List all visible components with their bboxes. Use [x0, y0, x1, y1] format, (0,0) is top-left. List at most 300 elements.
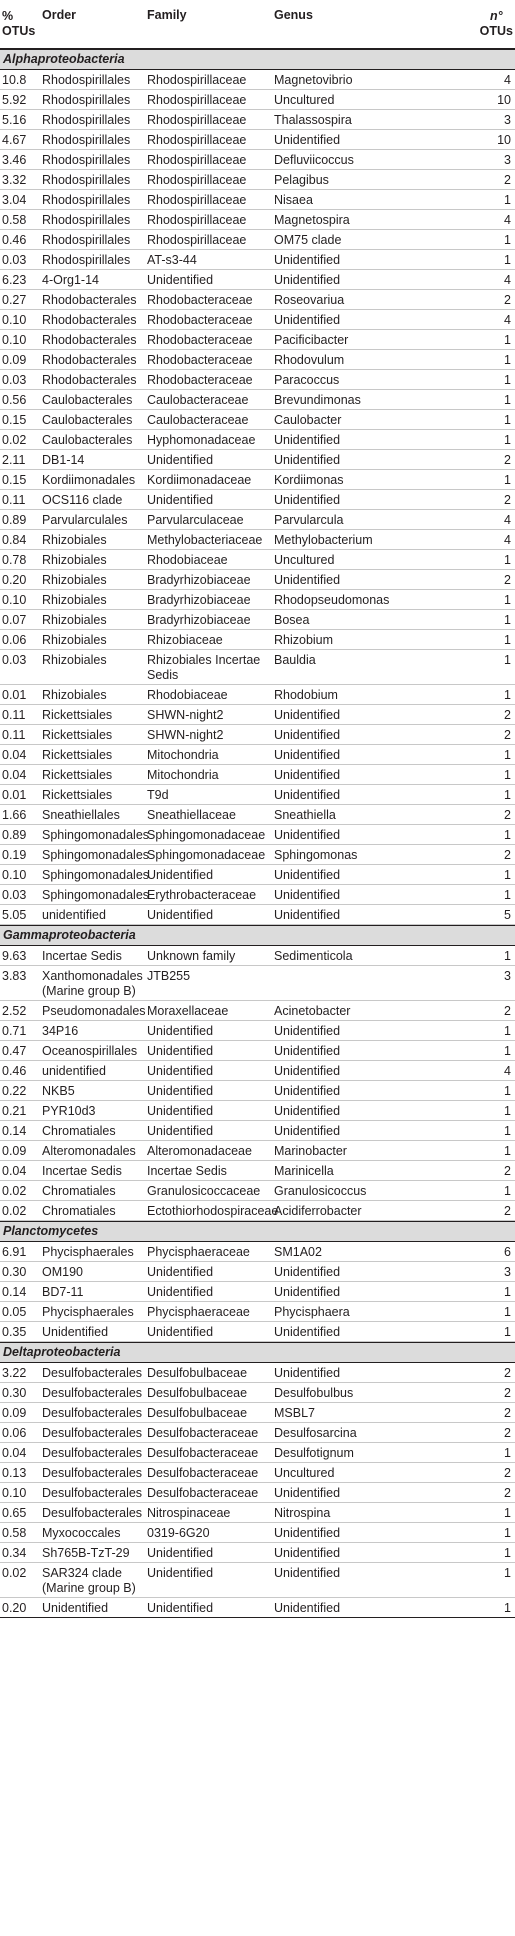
cell-genus: Marinobacter — [274, 1144, 347, 1158]
cell-order: Rickettsiales — [42, 788, 113, 802]
cell-family: Bradyrhizobiaceae — [147, 573, 251, 587]
cell-genus: Nisaea — [274, 193, 313, 207]
cell-genus: Thalassospira — [274, 113, 352, 127]
cell-pct: 0.56 — [2, 393, 27, 407]
cell-pct: 0.07 — [2, 613, 27, 627]
table-row — [0, 1161, 515, 1181]
cell-n-otus: 4 — [504, 273, 511, 287]
cell-order: OCS116 clade — [42, 493, 123, 507]
cell-order: Rhodobacterales — [42, 353, 137, 367]
table-row — [0, 1041, 515, 1061]
table-row — [0, 150, 515, 170]
cell-order: OM190 — [42, 1265, 83, 1279]
cell-order: Desulfobacterales — [42, 1466, 143, 1480]
cell-family: Unidentified — [147, 1601, 214, 1615]
cell-n-otus: 6 — [504, 1245, 511, 1259]
cell-n-otus: 1 — [504, 253, 511, 267]
table-row — [0, 1282, 515, 1302]
cell-order: Rhodobacterales — [42, 293, 137, 307]
cell-order: SAR324 clade (Marine group B) — [42, 1566, 136, 1595]
cell-order: Desulfobacterales — [42, 1366, 143, 1380]
cell-genus: Pacificibacter — [274, 333, 349, 347]
cell-family: Nitrospinaceae — [147, 1506, 231, 1520]
cell-genus: Unidentified — [274, 708, 341, 722]
header-genus: Genus — [274, 8, 313, 22]
cell-n-otus: 1 — [504, 413, 511, 427]
cell-pct: 0.02 — [2, 1566, 27, 1580]
table-row — [0, 350, 515, 370]
table-row — [0, 705, 515, 725]
cell-order: Rhodospirillales — [42, 253, 131, 267]
cell-genus: Nitrospina — [274, 1506, 331, 1520]
table-row — [0, 785, 515, 805]
cell-family: Unidentified — [147, 1124, 214, 1138]
cell-n-otus: 1 — [504, 353, 511, 367]
table-row — [0, 946, 515, 966]
cell-genus: Pelagibus — [274, 173, 329, 187]
cell-order: Rickettsiales — [42, 748, 113, 762]
cell-genus: Rhodopseudomonas — [274, 593, 390, 607]
cell-family: Unidentified — [147, 1265, 214, 1279]
cell-family: Parvularculaceae — [147, 513, 244, 527]
table-row — [0, 1383, 515, 1403]
cell-family: JTB255 — [147, 969, 191, 983]
cell-family: Bradyrhizobiaceae — [147, 613, 251, 627]
table-row — [0, 1302, 515, 1322]
cell-order: Sphingomonadales — [42, 888, 150, 902]
section-header: Gammaproteobacteria — [0, 925, 515, 946]
cell-n-otus: 2 — [504, 808, 511, 822]
cell-pct: 0.10 — [2, 593, 27, 607]
cell-genus: Roseovariua — [274, 293, 345, 307]
cell-family: Rhodobiaceae — [147, 688, 228, 702]
cell-pct: 0.71 — [2, 1024, 27, 1038]
cell-genus: Unidentified — [274, 868, 341, 882]
table-row — [0, 685, 515, 705]
cell-genus: Sneathiella — [274, 808, 336, 822]
cell-family: Rhodospirillaceae — [147, 93, 247, 107]
cell-genus: Unidentified — [274, 768, 341, 782]
cell-order: Rhodospirillales — [42, 233, 131, 247]
cell-genus: Unidentified — [274, 453, 341, 467]
cell-n-otus: 3 — [504, 153, 511, 167]
cell-pct: 0.30 — [2, 1265, 27, 1279]
cell-pct: 0.30 — [2, 1386, 27, 1400]
cell-pct: 0.09 — [2, 1406, 27, 1420]
cell-pct: 0.02 — [2, 433, 27, 447]
cell-family: Desulfobulbaceae — [147, 1406, 248, 1420]
table-row — [0, 845, 515, 865]
cell-n-otus: 10 — [497, 93, 511, 107]
cell-order: Sphingomonadales — [42, 848, 150, 862]
cell-family: Phycisphaeraceae — [147, 1305, 250, 1319]
cell-genus: Parvularcula — [274, 513, 344, 527]
cell-pct: 0.11 — [2, 493, 26, 507]
cell-genus: Unidentified — [274, 1084, 341, 1098]
cell-order: Oceanospirillales — [42, 1044, 138, 1058]
cell-genus: Defluviicoccus — [274, 153, 354, 167]
cell-pct: 0.10 — [2, 313, 27, 327]
cell-n-otus: 1 — [504, 1526, 511, 1540]
cell-n-otus: 1 — [504, 1184, 511, 1198]
cell-order: Phycisphaerales — [42, 1305, 134, 1319]
cell-genus: Rhodovulum — [274, 353, 345, 367]
cell-pct: 0.03 — [2, 888, 27, 902]
cell-order: Caulobacterales — [42, 433, 133, 447]
cell-n-otus: 2 — [504, 493, 511, 507]
cell-family: Bradyrhizobiaceae — [147, 593, 251, 607]
cell-genus: Unidentified — [274, 1526, 341, 1540]
cell-genus: Uncultured — [274, 1466, 335, 1480]
cell-family: Desulfobulbaceae — [147, 1366, 248, 1380]
table-row — [0, 610, 515, 630]
cell-order: Incertae Sedis — [42, 1164, 122, 1178]
cell-pct: 0.02 — [2, 1204, 27, 1218]
cell-genus: Unidentified — [274, 433, 341, 447]
cell-order: unidentified — [42, 1064, 106, 1078]
cell-family: SHWN-night2 — [147, 728, 224, 742]
cell-order: Rhodobacterales — [42, 373, 137, 387]
cell-n-otus: 2 — [504, 173, 511, 187]
cell-pct: 0.04 — [2, 748, 27, 762]
cell-n-otus: 2 — [504, 1406, 511, 1420]
cell-n-otus: 2 — [504, 1426, 511, 1440]
cell-order: Desulfobacterales — [42, 1426, 143, 1440]
cell-n-otus: 2 — [504, 708, 511, 722]
cell-genus: Bauldia — [274, 653, 316, 667]
cell-order: Rhodospirillales — [42, 213, 131, 227]
cell-pct: 3.22 — [2, 1366, 27, 1380]
cell-n-otus: 4 — [504, 313, 511, 327]
table-row — [0, 110, 515, 130]
table-row — [0, 450, 515, 470]
cell-pct: 0.19 — [2, 848, 27, 862]
cell-genus: Unidentified — [274, 1325, 341, 1339]
cell-order: Desulfobacterales — [42, 1506, 143, 1520]
cell-n-otus: 1 — [504, 828, 511, 842]
cell-order: Rhodobacterales — [42, 313, 137, 327]
cell-order: Rhizobiales — [42, 633, 107, 647]
table-row — [0, 1081, 515, 1101]
cell-order: Caulobacterales — [42, 393, 133, 407]
cell-genus: Sedimenticola — [274, 949, 353, 963]
cell-order: Rhizobiales — [42, 573, 107, 587]
table-row — [0, 1201, 515, 1221]
cell-n-otus: 2 — [504, 1004, 511, 1018]
section-header: Deltaproteobacteria — [0, 1342, 515, 1363]
cell-n-otus: 1 — [504, 593, 511, 607]
cell-n-otus: 1 — [504, 1044, 511, 1058]
table-row — [0, 90, 515, 110]
cell-n-otus: 3 — [504, 969, 511, 983]
cell-family: Mitochondria — [147, 748, 219, 762]
cell-family: Unidentified — [147, 908, 214, 922]
cell-family: Rhodospirillaceae — [147, 133, 247, 147]
cell-n-otus: 1 — [504, 1124, 511, 1138]
cell-genus: Unidentified — [274, 748, 341, 762]
table-row — [0, 966, 515, 1001]
cell-family: Rhodospirillaceae — [147, 233, 247, 247]
cell-pct: 4.67 — [2, 133, 27, 147]
table-row — [0, 1001, 515, 1021]
table-row — [0, 1483, 515, 1503]
cell-family: Unidentified — [147, 1084, 214, 1098]
cell-family: Ectothiorhodospiraceae — [147, 1204, 279, 1218]
cell-n-otus: 1 — [504, 748, 511, 762]
cell-n-otus: 1 — [504, 1084, 511, 1098]
cell-pct: 0.46 — [2, 1064, 27, 1078]
cell-n-otus: 2 — [504, 293, 511, 307]
cell-order: Pseudomonadales — [42, 1004, 146, 1018]
table-row — [0, 1543, 515, 1563]
cell-n-otus: 1 — [504, 1546, 511, 1560]
cell-pct: 0.20 — [2, 1601, 27, 1615]
cell-n-otus: 1 — [504, 333, 511, 347]
cell-family: Unidentified — [147, 868, 214, 882]
cell-pct: 0.20 — [2, 573, 27, 587]
cell-pct: 6.23 — [2, 273, 27, 287]
cell-n-otus: 3 — [504, 113, 511, 127]
cell-pct: 0.84 — [2, 533, 27, 547]
cell-n-otus: 2 — [504, 1164, 511, 1178]
cell-genus: Unidentified — [274, 493, 341, 507]
cell-genus: Unidentified — [274, 888, 341, 902]
header-n-line2: OTUs — [479, 24, 513, 38]
table-row — [0, 1121, 515, 1141]
cell-family: Mitochondria — [147, 768, 219, 782]
cell-family: Erythrobacteraceae — [147, 888, 257, 902]
table-row — [0, 1363, 515, 1383]
cell-order: Rickettsiales — [42, 728, 113, 742]
cell-family: Desulfobacteraceae — [147, 1466, 259, 1480]
cell-family: Unidentified — [147, 273, 214, 287]
cell-family: Unidentified — [147, 493, 214, 507]
cell-genus: Unidentified — [274, 273, 341, 287]
cell-genus: Unidentified — [274, 1104, 341, 1118]
header-family: Family — [147, 8, 187, 22]
cell-genus: Unidentified — [274, 1064, 341, 1078]
cell-n-otus: 2 — [504, 728, 511, 742]
table-row — [0, 1181, 515, 1201]
cell-pct: 0.14 — [2, 1124, 27, 1138]
cell-order: Rhizobiales — [42, 653, 107, 667]
table-row — [0, 210, 515, 230]
cell-n-otus: 1 — [504, 1144, 511, 1158]
cell-order: Rhizobiales — [42, 613, 107, 627]
cell-pct: 0.04 — [2, 1446, 27, 1460]
cell-n-otus: 1 — [504, 868, 511, 882]
cell-n-otus: 2 — [504, 1486, 511, 1500]
cell-genus: OM75 clade — [274, 233, 342, 247]
cell-n-otus: 1 — [504, 373, 511, 387]
cell-family: Rhodospirillaceae — [147, 73, 247, 87]
cell-order: DB1-14 — [42, 453, 85, 467]
cell-family: Unidentified — [147, 1546, 214, 1560]
cell-genus: Granulosicoccus — [274, 1184, 367, 1198]
cell-n-otus: 2 — [504, 1466, 511, 1480]
table-row — [0, 370, 515, 390]
cell-n-otus: 1 — [504, 888, 511, 902]
cell-n-otus: 1 — [504, 633, 511, 647]
cell-pct: 0.03 — [2, 373, 27, 387]
cell-family: SHWN-night2 — [147, 708, 224, 722]
cell-pct: 0.09 — [2, 353, 27, 367]
cell-genus: Unidentified — [274, 1024, 341, 1038]
cell-family: Rhodobacteraceae — [147, 353, 253, 367]
cell-pct: 0.15 — [2, 413, 27, 427]
table-row — [0, 865, 515, 885]
table-row — [0, 1598, 515, 1618]
cell-order: Rhodospirillales — [42, 93, 131, 107]
cell-family: Rhodospirillaceae — [147, 193, 247, 207]
section-header: Alphaproteobacteria — [0, 49, 515, 70]
table-row — [0, 1101, 515, 1121]
cell-n-otus: 1 — [504, 433, 511, 447]
cell-genus: MSBL7 — [274, 1406, 315, 1420]
cell-pct: 0.02 — [2, 1184, 27, 1198]
cell-family: Rhodospirillaceae — [147, 213, 247, 227]
cell-genus: Magnetovibrio — [274, 73, 353, 87]
cell-n-otus: 1 — [504, 949, 511, 963]
table-row — [0, 430, 515, 450]
cell-order: Chromatiales — [42, 1204, 116, 1218]
cell-order: Rhodobacterales — [42, 333, 137, 347]
cell-n-otus: 4 — [504, 1064, 511, 1078]
cell-n-otus: 1 — [504, 1104, 511, 1118]
cell-n-otus: 1 — [504, 1566, 511, 1580]
table-row — [0, 470, 515, 490]
cell-pct: 0.89 — [2, 513, 27, 527]
cell-n-otus: 1 — [504, 233, 511, 247]
table-row — [0, 885, 515, 905]
cell-n-otus: 4 — [504, 533, 511, 547]
cell-pct: 0.46 — [2, 233, 27, 247]
cell-family: Methylobacteriaceae — [147, 533, 263, 547]
cell-family: Phycisphaeraceae — [147, 1245, 250, 1259]
table-row — [0, 130, 515, 150]
cell-n-otus: 1 — [504, 393, 511, 407]
cell-order: Desulfobacterales — [42, 1386, 143, 1400]
cell-genus: Kordiimonas — [274, 473, 344, 487]
table-row — [0, 825, 515, 845]
cell-order: Desulfobacterales — [42, 1446, 143, 1460]
cell-order: Xanthomonadales (Marine group B) — [42, 969, 143, 998]
cell-family: Unidentified — [147, 1064, 214, 1078]
table-row — [0, 725, 515, 745]
cell-order: Parvularculales — [42, 513, 128, 527]
cell-order: Caulobacterales — [42, 413, 133, 427]
cell-order: Rhodospirillales — [42, 173, 131, 187]
cell-pct: 0.27 — [2, 293, 27, 307]
cell-pct: 2.52 — [2, 1004, 27, 1018]
table-row — [0, 530, 515, 550]
cell-family: Unidentified — [147, 1044, 214, 1058]
cell-family: Rhodobacteraceae — [147, 313, 253, 327]
cell-n-otus: 1 — [504, 788, 511, 802]
table-row — [0, 1262, 515, 1282]
cell-genus: Uncultured — [274, 93, 335, 107]
cell-pct: 0.65 — [2, 1506, 27, 1520]
table-row — [0, 745, 515, 765]
table-row — [0, 905, 515, 925]
cell-family: Rhodospirillaceae — [147, 113, 247, 127]
cell-genus: Unidentified — [274, 1486, 341, 1500]
table-row — [0, 270, 515, 290]
cell-family: Rhizobiaceae — [147, 633, 223, 647]
cell-order: Unidentified — [42, 1601, 109, 1615]
cell-genus: Unidentified — [274, 1285, 341, 1299]
cell-family: Unidentified — [147, 1024, 214, 1038]
table-row — [0, 1322, 515, 1342]
table-row — [0, 190, 515, 210]
cell-genus: Caulobacter — [274, 413, 342, 427]
cell-order: Rhodospirillales — [42, 73, 131, 87]
cell-n-otus: 2 — [504, 1366, 511, 1380]
cell-pct: 0.34 — [2, 1546, 27, 1560]
header-n-otus — [480, 9, 513, 39]
cell-n-otus: 1 — [504, 1601, 511, 1615]
header-n-line1: n° — [490, 9, 503, 23]
table-row — [0, 230, 515, 250]
cell-family: Unidentified — [147, 1104, 214, 1118]
cell-order: Sneathiellales — [42, 808, 120, 822]
cell-order: 4-Org1-14 — [42, 273, 99, 287]
cell-pct: 5.92 — [2, 93, 27, 107]
cell-genus: Acidiferrobacter — [274, 1204, 362, 1218]
cell-genus: Phycisphaera — [274, 1305, 350, 1319]
cell-family: Sphingomonadaceae — [147, 848, 266, 862]
cell-n-otus: 1 — [504, 1305, 511, 1319]
table-row — [0, 630, 515, 650]
cell-genus: Unidentified — [274, 728, 341, 742]
cell-order: Desulfobacterales — [42, 1406, 143, 1420]
cell-family: Sphingomonadaceae — [147, 828, 266, 842]
cell-genus: Unidentified — [274, 253, 341, 267]
cell-order: Unidentified — [42, 1325, 109, 1339]
table-row — [0, 1021, 515, 1041]
cell-genus: Unidentified — [274, 1566, 341, 1580]
cell-pct: 0.11 — [2, 708, 26, 722]
cell-family: Rhodobiaceae — [147, 553, 228, 567]
cell-order: Rhodospirillales — [42, 153, 131, 167]
cell-pct: 0.21 — [2, 1104, 27, 1118]
cell-genus: SM1A02 — [274, 1245, 322, 1259]
table-row — [0, 1403, 515, 1423]
cell-order: Chromatiales — [42, 1184, 116, 1198]
table-body — [0, 49, 515, 1618]
cell-pct: 0.13 — [2, 1466, 27, 1480]
cell-family: Unknown family — [147, 949, 236, 963]
cell-order: BD7-11 — [42, 1285, 84, 1299]
cell-family: Unidentified — [147, 1285, 214, 1299]
cell-family: Unidentified — [147, 1325, 214, 1339]
cell-pct: 0.04 — [2, 1164, 27, 1178]
cell-family: Unidentified — [147, 1566, 214, 1580]
cell-family: Moraxellaceae — [147, 1004, 229, 1018]
cell-genus: Bosea — [274, 613, 310, 627]
cell-genus: Unidentified — [274, 1265, 341, 1279]
cell-n-otus: 1 — [504, 473, 511, 487]
cell-pct: 0.04 — [2, 768, 27, 782]
cell-pct: 0.06 — [2, 1426, 27, 1440]
cell-family: Desulfobacteraceae — [147, 1446, 259, 1460]
table-row — [0, 290, 515, 310]
cell-pct: 0.14 — [2, 1285, 27, 1299]
cell-order: Rhodospirillales — [42, 193, 131, 207]
cell-family: Rhodobacteraceae — [147, 373, 253, 387]
cell-n-otus: 1 — [504, 1325, 511, 1339]
cell-order: Rhodospirillales — [42, 113, 131, 127]
